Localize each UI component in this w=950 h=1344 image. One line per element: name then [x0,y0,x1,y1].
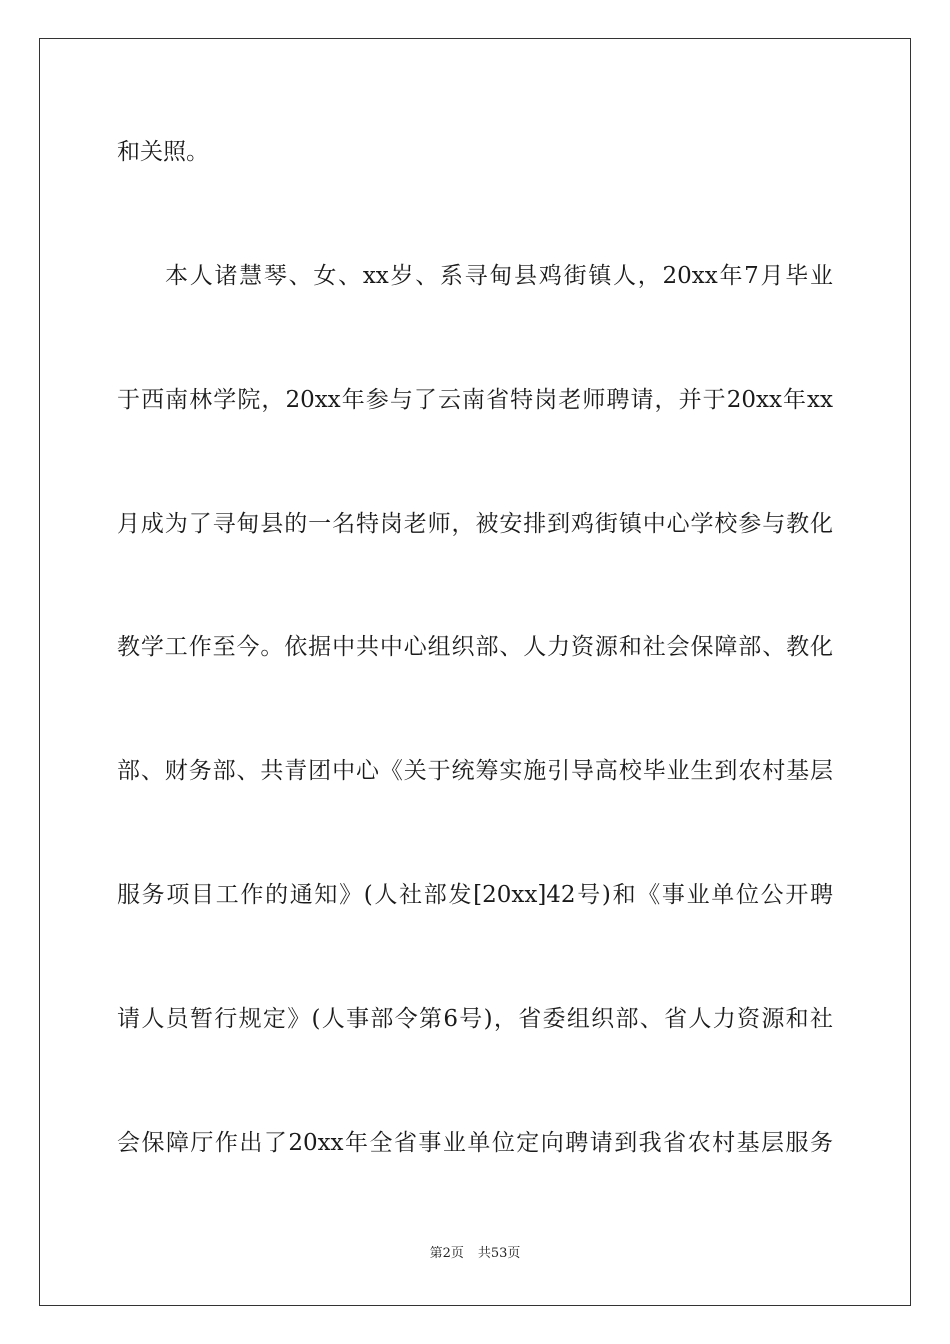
document-line: 和关照。 [117,139,209,165]
document-line: 请人员暂行规定》(人事部令第6号)，省委组织部、省人力资源和社 [117,1006,833,1032]
document-line: 于西南林学院，20xx年参与了云南省特岗老师聘请，并于20xx年xx [117,387,833,413]
page-border [39,38,911,1306]
document-line: 会保障厅作出了20xx年全省事业单位定向聘请到我省农村基层服务 [117,1130,833,1156]
document-line: 部、财务部、共青团中心《关于统筹实施引导高校毕业生到农村基层 [117,758,833,784]
page-footer [0,1245,950,1263]
document-line: 教学工作至今。依据中共中心组织部、人力资源和社会保障部、教化 [117,634,833,660]
document-line: 服务项目工作的通知》(人社部发[20xx]42号)和《事业单位公开聘 [117,882,833,908]
page-total: 共53页 [477,1246,521,1261]
document-line: 本人诸慧琴、女、xx岁、系寻甸县鸡街镇人，20xx年7月毕业 [165,263,833,289]
document-line: 月成为了寻甸县的一名特岗老师，被安排到鸡街镇中心学校参与教化 [117,511,833,537]
page-number: 第2页 [429,1246,464,1261]
